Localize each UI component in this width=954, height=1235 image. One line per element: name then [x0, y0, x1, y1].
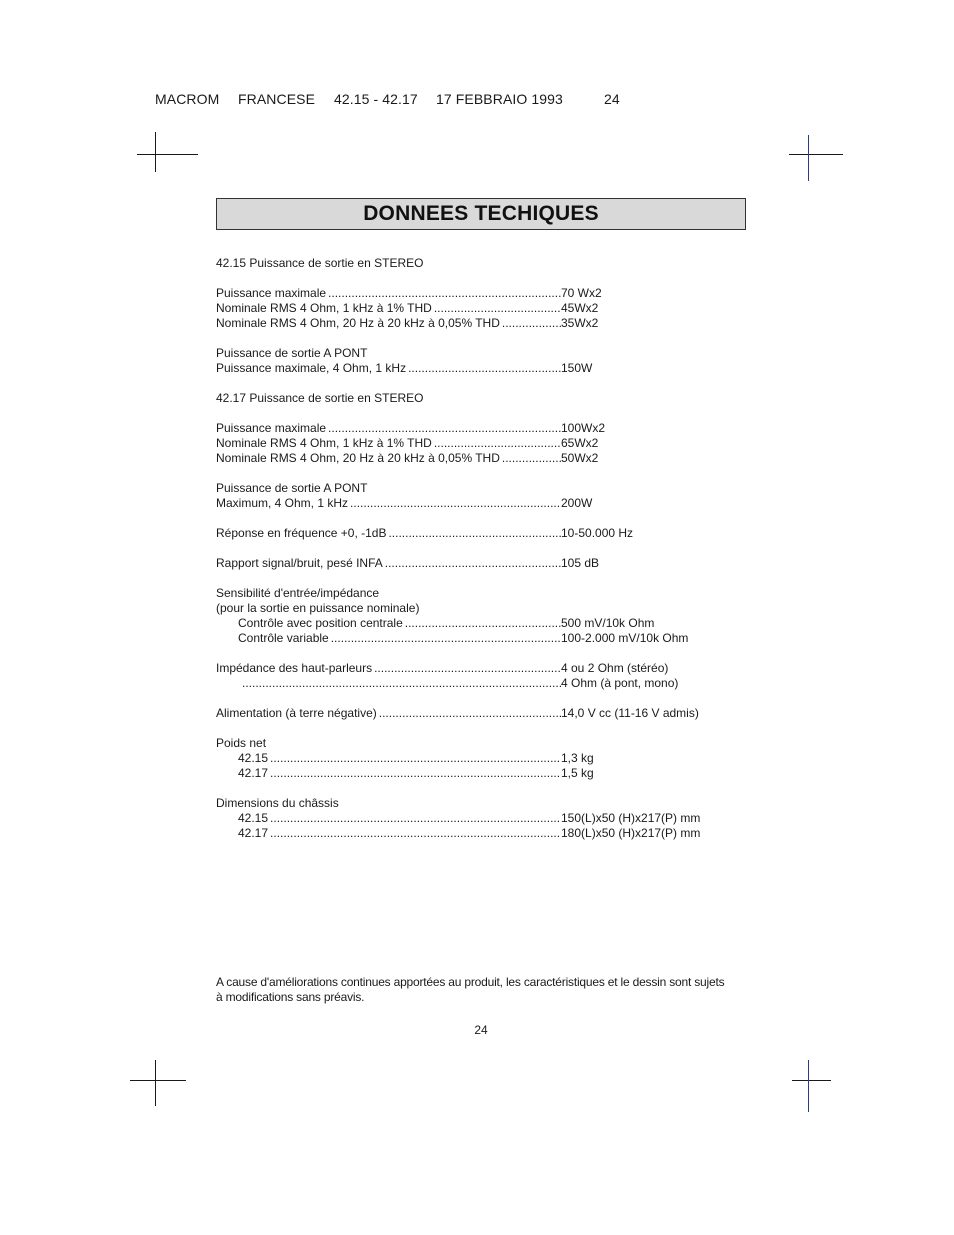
- spec-list: [216, 256, 756, 841]
- page-title: DONNEES TECHIQUES: [363, 202, 599, 225]
- spec-row: Impédance des haut-parleurs ..... 4 ou 2 Ohm (stéréo): [216, 661, 756, 676]
- section-heading: Sensibilité d'entrée/impédance: [216, 586, 380, 600]
- spec-row: Nominale RMS 4 Ohm, 1 kHz à 1% THD ..... 45Wx2: [216, 301, 756, 316]
- spec-row: Puissance maximale ..... 100Wx2: [216, 421, 756, 436]
- spec-row: Nominale RMS 4 Ohm, 1 kHz à 1% THD ..... 65Wx2: [216, 436, 756, 451]
- crop-mark-bottom-left-v: [155, 1060, 156, 1106]
- spec-row: Nominale RMS 4 Ohm, 20 Hz à 20 kHz à 0,05% THD ..... 50Wx2: [216, 451, 756, 466]
- header-language: FRANCESE: [238, 91, 316, 107]
- section-heading: Dimensions du châssis: [216, 796, 339, 810]
- spec-row: Contrôle variable ..... 100-2.000 mV/10k Ohm: [216, 631, 756, 646]
- spec-row: ..... 4 Ohm (à pont, mono): [216, 676, 756, 691]
- spec-row: Puissance maximale, 4 Ohm, 1 kHz ..... 150W: [216, 361, 756, 376]
- spec-row: Alimentation (à terre négative) ..... 14,0 V cc (11-16 V admis): [216, 706, 756, 721]
- spec-row: Maximum, 4 Ohm, 1 kHz ..... 200W: [216, 496, 756, 511]
- section-heading: 42.15 Puissance de sortie en STEREO: [216, 256, 424, 270]
- section-heading: Puissance de sortie A PONT: [216, 346, 368, 360]
- footnote: [216, 975, 748, 1005]
- header-models: 42.15 - 42.17: [334, 91, 418, 107]
- page-number: 24: [474, 1023, 488, 1037]
- header-page: 24: [604, 91, 620, 107]
- crop-mark-top-left-v: [155, 132, 156, 172]
- footnote-line-1: A cause d'améliorations continues apportées au produit, les caractéristiques et le dessin sont sujets: [216, 975, 725, 989]
- crop-mark-bottom-right-v: [808, 1060, 809, 1112]
- section-heading: Puissance de sortie A PONT: [216, 481, 368, 495]
- footnote-line-2: à modifications sans préavis.: [216, 990, 365, 1004]
- spec-row: 42.17 ..... 1,5 kg: [216, 766, 756, 781]
- title-box: [216, 198, 746, 230]
- spec-row: 42.15 ..... 1,3 kg: [216, 751, 756, 766]
- crop-mark-bottom-right-h: [792, 1080, 831, 1081]
- crop-mark-top-right-h: [789, 154, 843, 155]
- spec-row: Contrôle avec position centrale ..... 500 mV/10k Ohm: [216, 616, 756, 631]
- section-heading: Poids net: [216, 736, 267, 750]
- spec-row: Puissance maximale ..... 70 Wx2: [216, 286, 756, 301]
- spec-row: Réponse en fréquence +0, -1dB ..... 10-50.000 Hz: [216, 526, 756, 541]
- section-subheading: (pour la sortie en puissance nominale): [216, 601, 420, 615]
- header-brand: MACROM: [155, 91, 220, 107]
- section-heading: 42.17 Puissance de sortie en STEREO: [216, 391, 424, 405]
- crop-mark-bottom-left-h: [130, 1080, 186, 1081]
- spec-row: 42.17 ..... 180(L)x50 (H)x217(P) mm: [216, 826, 756, 841]
- spec-row: 42.15 ..... 150(L)x50 (H)x217(P) mm: [216, 811, 756, 826]
- spec-row: Nominale RMS 4 Ohm, 20 Hz à 20 kHz à 0,05% THD ..... 35Wx2: [216, 316, 756, 331]
- crop-mark-top-left-h: [137, 154, 198, 155]
- spec-row: Rapport signal/bruit, pesé INFA ..... 105 dB: [216, 556, 756, 571]
- header-date: 17 FEBBRAIO 1993: [436, 91, 563, 107]
- crop-mark-top-right-v: [808, 135, 809, 181]
